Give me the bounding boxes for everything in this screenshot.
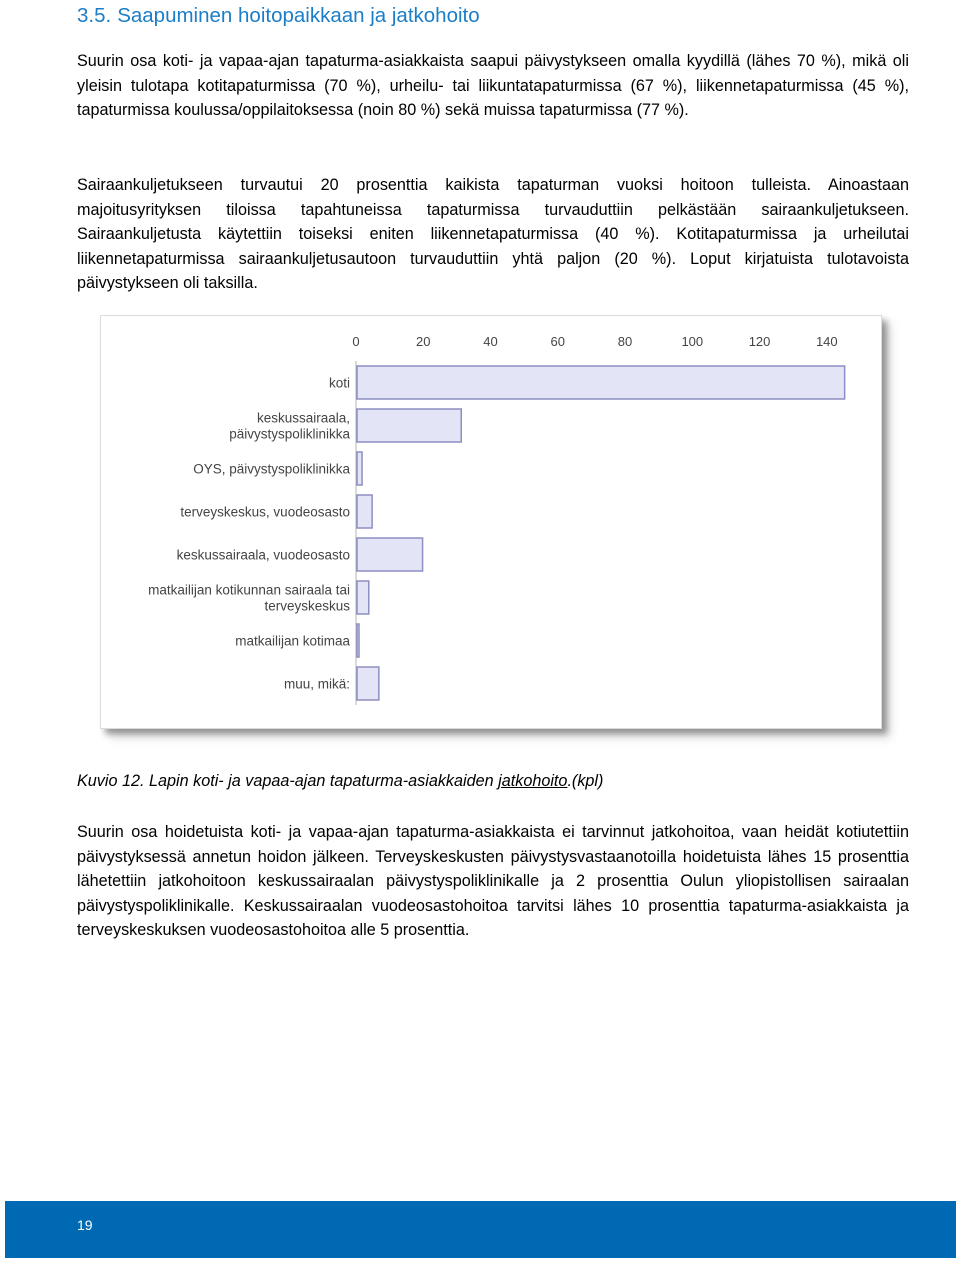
- x-tick-label: 60: [550, 334, 566, 349]
- section-title: Saapuminen hoitopaikkaan ja jatkohoito: [117, 4, 480, 27]
- category-label: OYS, päivystyspoliklinikka: [193, 461, 350, 477]
- category-label: koti: [328, 375, 350, 391]
- x-tick-label: 0: [352, 334, 360, 349]
- paragraph-arrival-mode: Suurin osa koti- ja vapaa-ajan tapaturma-asiakkaista saapui päivystykseen omalla kyydillä (lähes 70 %), mikä oli yleisin tulotapa kotitapaturmissa (70 %), urheilu- tai liikuntatapaturmissa (67 %), liikennetapaturmissa (45 %), tapaturmissa koulussa/oppilaitoksessa (noin 80 %) sekä muissa tapaturmissa (77 %).: [77, 52, 909, 119]
- category-label: matkailijan kotimaa: [235, 633, 350, 649]
- x-tick-label: 40: [483, 334, 498, 349]
- x-tick-label: 80: [617, 334, 633, 349]
- category-label: matkailijan kotikunnan sairaala tai: [148, 582, 350, 598]
- category-label: päivystyspoliklinikka: [229, 426, 350, 442]
- bar: [357, 409, 461, 442]
- x-tick-label: 120: [748, 334, 771, 349]
- section-number: 3.5.: [77, 4, 112, 27]
- category-label: terveyskeskus, vuodeosasto: [180, 504, 350, 520]
- bar: [357, 538, 423, 571]
- category-label: terveyskeskus: [264, 598, 350, 614]
- bar: [357, 366, 845, 399]
- bar: [357, 624, 359, 657]
- bar-chart: [101, 316, 881, 728]
- x-tick-label: 140: [815, 334, 838, 349]
- x-tick-label: 100: [681, 334, 704, 349]
- paragraph-ambulance: Sairaankuljetukseen turvautui 20 prosenttia kaikista tapaturman vuoksi hoitoon tulleista. Ainoastaan majoitusyrityksen tiloissa tapahtuneissa tapaturmissa turvauduttiin pelkästään sairaankuljetukseen. Sairaankuljetusta käytettiin toiseksi eniten liikennetapaturmissa (40 %). Kotitapaturmissa ja urheilutai liikennetapaturmissa sairaankuljetusautoon turvauduttiin yhtä paljon (20 %). Loput kirjatuista tulotavoista päivystykseen oli taksilla.: [77, 176, 909, 292]
- paragraph-follow-up-care: Suurin osa hoidetuista koti- ja vapaa-ajan tapaturma-asiakkaista ei tarvinnut jatkohoitoa, vaan heidät kotiutettiin päivystyksessä annetun hoidon jälkeen. Terveyskeskusten päivystysvastaanotoilla hoidetuista lähes 15 prosenttia lähetettiin jatkohoitoon keskussairaalan päivystyspoliklinikalle ja 2 prosenttia Oulun yliopistollisen sairaalan päivystyspoliklinikalle. Keskussairaalan vuodeosastohoitoa tarvitsi lähes 10 prosenttia tapaturma-asiakkaista ja terveyskeskuksen vuodeosastohoitoa alle 5 prosenttia.: [77, 823, 909, 939]
- x-tick-label: 20: [416, 334, 431, 349]
- bar: [357, 452, 362, 485]
- category-label: muu, mikä:: [283, 676, 350, 692]
- category-label: keskussairaala,: [256, 410, 350, 426]
- footer-bar: [5, 1201, 956, 1258]
- section-heading: [77, 4, 480, 28]
- figure-caption: [77, 772, 603, 791]
- chart-frame: [100, 315, 882, 729]
- caption-suffix: .(kpl): [567, 772, 604, 790]
- category-label: keskussairaala, vuodeosasto: [176, 547, 350, 563]
- caption-prefix: Kuvio 12. Lapin koti- ja vapaa-ajan tapaturma-asiakkaiden: [77, 772, 499, 790]
- caption-underlined: jatkohoito: [498, 772, 568, 790]
- page-number: 19: [77, 1217, 93, 1233]
- bar: [357, 581, 369, 614]
- bar: [357, 667, 379, 700]
- bar: [357, 495, 372, 528]
